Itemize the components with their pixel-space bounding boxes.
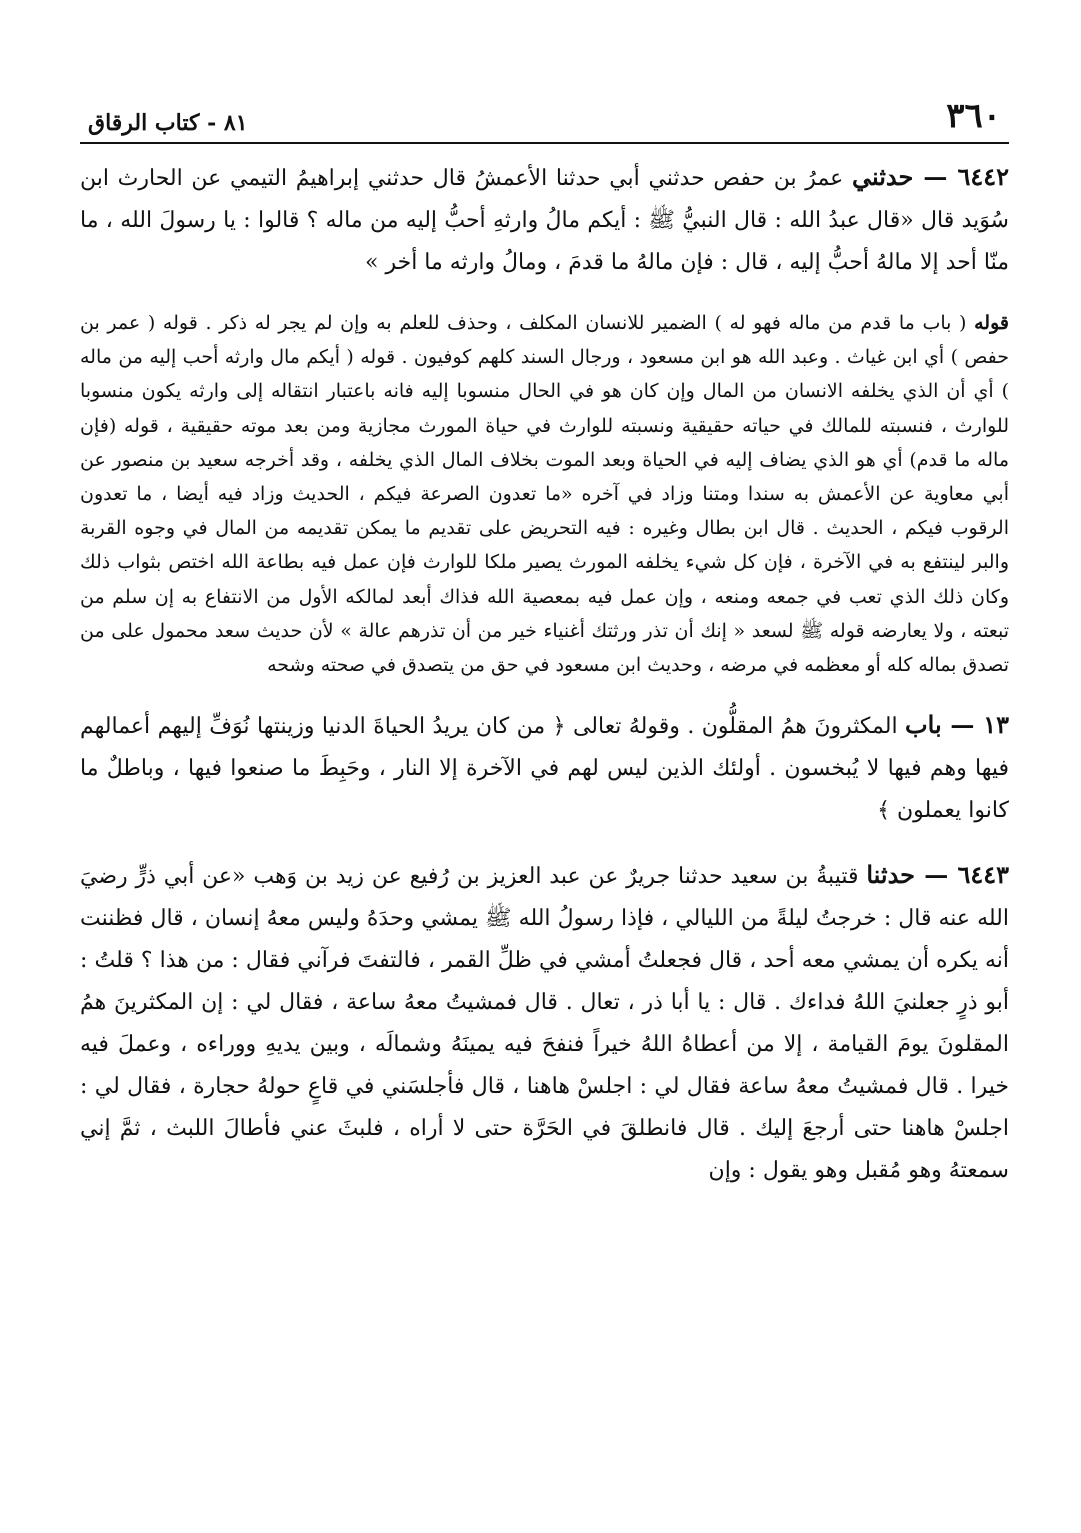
chapter-heading (80, 704, 1009, 832)
chapter-13 (80, 704, 1009, 832)
commentary-block (80, 306, 1009, 682)
commentary-paragraph (80, 306, 1009, 682)
hadith-text: قتيبةُ بن سعيد حدثنا جريرٌ عن عبد العزيز بن رُفيع عن زيد بن وَهب «عن أبي ذرٍّ رضيَ الله عنه قال : خرجتُ ليلةً من الليالي ، فإذا رسولُ الله ﷺ يمشي وحدَهُ وليس معهُ إنسان ، قال فظننت أنه يكره أن يمشي معه أحد ، قال فجعلتُ أمشي في ظلِّ القمر ، فالتفتَ فرآني فقال : من هذا ؟ قلتُ : أبو ذرٍ جعلنيَ اللهُ فداءك . قال : يا أبا ذر ، تعال . قال فمشيتُ معهُ ساعة ، فقال لي : إن المكثرينَ همُ المقلونَ يومَ القيامة ، إلا من أعطاهُ اللهُ خيراً فنفحَ فيه يمينَهُ وشمالَه ، وبين يديهِ ووراءه ، وعملَ فيه خيرا . قال فمشيتُ معهُ ساعة فقال لي : اجلسْ هاهنا ، قال فأجلسَني في قاعٍ حولهُ حجارة ، فقال لي : اجلسْ هاهنا حتى أرجعَ إليك . قال فانطلقَ في الحَرَّة حتى لا أراه ، فلبثَ عني فأطالَ اللبث ، ثمَّ إني سمعتهُ وهو مُقبل وهو يقول : وإن (80, 864, 1009, 1184)
hadith-6442 (80, 156, 1009, 284)
hadith-text: عمرُ بن حفص حدثني أبي حدثنا الأعمشُ قال حدثني إبراهيمُ التيمي عن الحارث ابن سُوَيد قال «قال عبدُ الله : قال النبيُّ ﷺ : أيكم مالُ وارثهِ أحبُّ إليه من ماله ؟ قالوا : يا رسولَ الله ، ما منّا أحد إلا مالهُ أحبُّ إليه ، قال : فإن مالهُ ما قدمَ ، ومالُ وارثه ما أخر » (80, 166, 1009, 275)
commentary-lead: قوله (974, 312, 1009, 334)
hadith-paragraph (80, 156, 1009, 284)
hadith-paragraph (80, 854, 1009, 1192)
hadith-number: ٦٤٤٣ — حدثنا (866, 860, 1009, 890)
hadith-6443 (80, 854, 1009, 1192)
chapter-number: ١٣ — باب (905, 710, 1009, 740)
commentary-text: ( باب ما قدم من ماله فهو له ) الضمير للانسان المكلف ، وحذف للعلم به وإن لم يجر له ذكر . قوله ( عمر بن حفص ) أي ابن غياث . وعبد الله هو ابن مسعود ، ورجال السند كلهم كوفيون . قوله ( أيكم مال وارثه أحب إليه من ماله ) أي أن الذي يخلفه الانسان من المال وإن كان هو في الحال منسوبا إليه فانه باعتبار انتقاله إلى وارثه يكون منسوبا للوارث ، فنسبته للمالك في حياته حقيقية ونسبته للوارث في حياة المورث مجازية ومن بعد موته حقيقية ، قوله (فإن ماله ما قدم) أي هو الذي يضاف إليه في الحياة وبعد الموت بخلاف المال الذي يخلفه ، وقد أخرجه سعيد بن منصور عن أبي معاوية عن الأعمش به سندا ومتنا وزاد في آخره «ما تعدون الصرعة فيكم ، الحديث وزاد فيه أيضا ، ما تعدون الرقوب فيكم ، الحديث . قال ابن بطال وغيره : فيه التحريض على تقديم ما يمكن تقديمه من المال في وجوه القربة والبر لينتفع به في الآخرة ، فإن كل شيء يخلفه المورث يصير ملكا للوارث فإن عمل فيه بطاعة الله اختص بثواب ذلك وكان ذلك الذي تعب في جمعه ومنعه ، وإن عمل فيه بمعصية الله فذاك أبعد لمالكه الأول من الانتفاع به إن سلم من تبعته ، ولا يعارضه قوله ﷺ لسعد « إنك أن تذر ورثتك أغنياء خير من أن تذرهم عالة » لأن حديث سعد محمول على من تصدق بماله كله أو معظمه في مرضه ، وحديث ابن مسعود في حق من يتصدق في صحته وشحه (80, 312, 1009, 677)
page-number: ٣٦٠ (946, 96, 1001, 136)
chapter-text: المكثرونَ همُ المقلُّون . وقولهُ تعالى ﴿ من كان يريدُ الحياةَ الدنيا وزينتها نُوَفِّ إليهم أعمالهم فيها وهم فيها لا يُبخسون . أولئك الذين ليس لهم في الآخرة إلا النار ، وحَبِطَ ما صنعوا فيها ، وباطلٌ ما كانوا يعملون ﴾ (80, 714, 1009, 824)
hadith-number: ٦٤٤٢ — حدثني (851, 162, 1009, 191)
page-header (80, 78, 1009, 144)
book-title: ٨١ - كتاب الرقاق (88, 110, 248, 136)
